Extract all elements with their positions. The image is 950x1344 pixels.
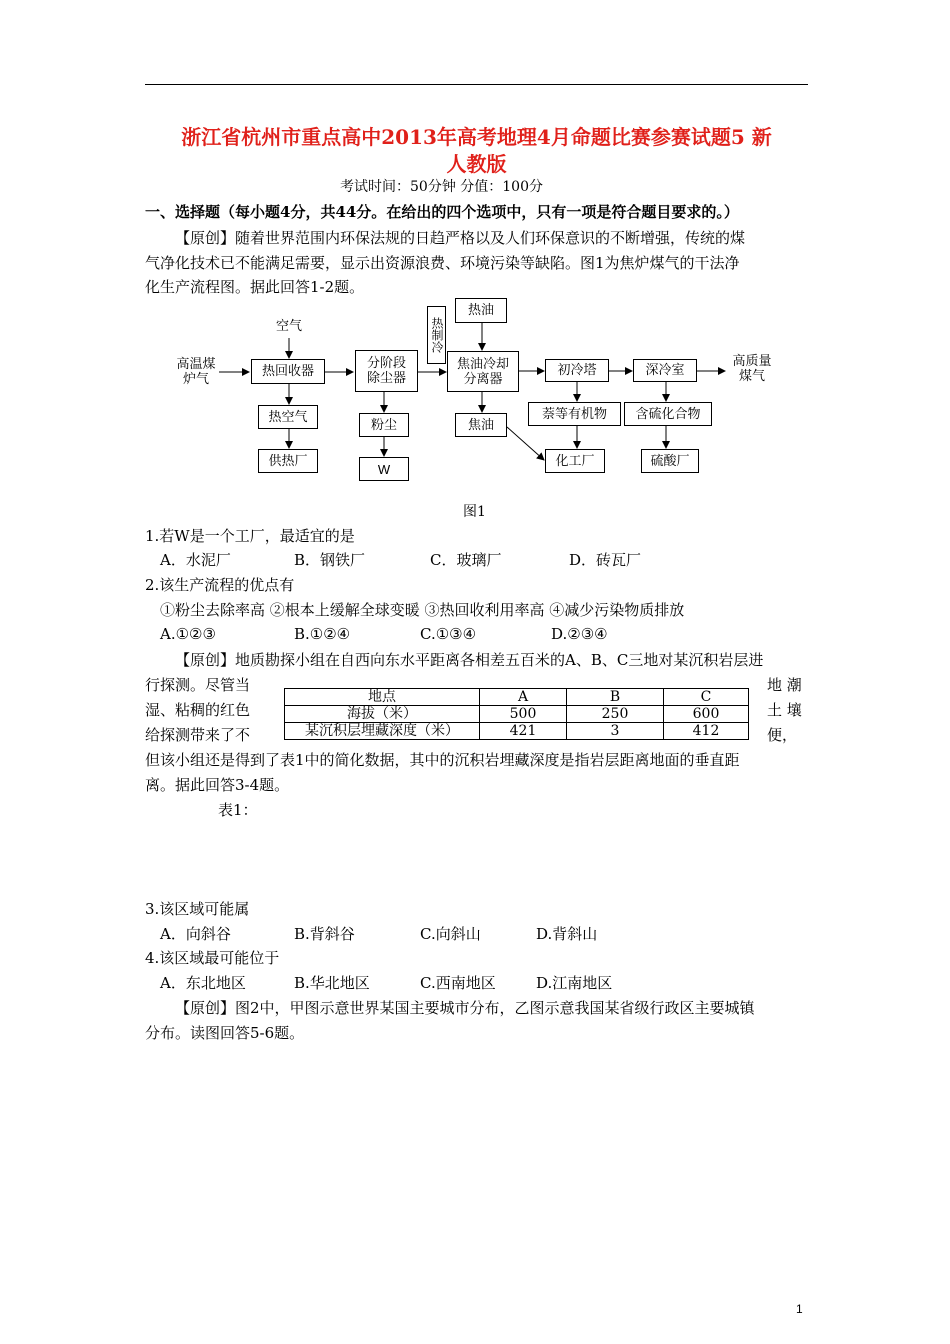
table-header-cell: C	[664, 689, 749, 706]
table-cell: 海拔（米）	[285, 706, 480, 723]
table-cell: 500	[480, 706, 567, 723]
passage2-left1: 行探测。尽管当	[145, 676, 251, 694]
passage2-left3: 给探测带来了不	[145, 726, 251, 744]
passage2-right2: 土 壤	[767, 701, 802, 719]
tar-cooling-separator-box	[447, 351, 519, 392]
output-gas-label	[727, 354, 777, 384]
q3-option-a: A．向斜谷	[160, 925, 231, 943]
hot-air-box: 热空气	[258, 405, 318, 429]
naphthalene-organics-box: 萘等有机物	[528, 402, 621, 426]
passage2-right1: 地 潮	[767, 676, 802, 694]
input-gas-line1: 高温煤	[176, 357, 216, 372]
passage1-line3: 化生产流程图。据此回答1-2题。	[145, 278, 365, 296]
output-gas-line2: 煤气	[738, 369, 765, 384]
q2-option-a: A.①②③	[160, 625, 216, 643]
page-number: 1	[796, 1302, 803, 1316]
q1-option-a: A．水泥厂	[160, 551, 231, 569]
q3-option-d: D.背斜山	[536, 925, 598, 943]
table-header-row	[285, 689, 749, 706]
deep-cooling-room-box: 深冷室	[633, 359, 697, 382]
doc-title-line1: 浙江省杭州市重点高中2013年高考地理4月命题比赛参赛试题5 新	[181, 125, 772, 149]
q4-option-d: D.江南地区	[536, 974, 613, 992]
staged-separator-box	[355, 350, 418, 392]
q3-option-b: B.背斜谷	[294, 925, 355, 943]
tar-separator-line1: 焦油冷却	[456, 356, 509, 372]
chemical-plant-box: 化工厂	[545, 449, 605, 473]
table-cell: 421	[480, 723, 567, 740]
heat-cooling-box: 热制冷	[427, 306, 446, 364]
section-heading: 一、选择题（每小题4分，共44分。在给出的四个选项中，只有一项是符合题目要求的。）	[145, 203, 739, 221]
q1-stem: 1.若W是一个工厂，最适宜的是	[145, 527, 355, 545]
passage2-line5: 但该小组还是得到了表1中的简化数据，其中的沉积岩埋藏深度是指岩层距离地面的垂直距	[145, 751, 740, 769]
q2-stem: 2.该生产流程的优点有	[145, 576, 295, 594]
passage2-line6: 离。据此回答3-4题。	[145, 776, 290, 794]
table-cell: 250	[567, 706, 664, 723]
q3-stem: 3.该区域可能属	[145, 900, 250, 918]
table-header-cell: 地点	[285, 689, 480, 706]
heat-oil-box: 热油	[455, 298, 507, 323]
exam-info: 考试时间：50分钟 分值：100分	[340, 179, 543, 195]
table-cell: 412	[664, 723, 749, 740]
dust-box: 粉尘	[359, 413, 409, 437]
passage1-line1: 【原创】随着世界范围内环保法规的日趋严格以及人们环保意识的不断增强，传统的煤	[175, 229, 746, 247]
passage3-line2: 分布。读图回答5-6题。	[145, 1024, 305, 1042]
passage2-line1: 【原创】地质勘探小组在自西向东水平距离各相差五百米的A、B、C三地对某沉积岩层进	[175, 651, 764, 669]
table-cell: 某沉积层埋藏深度（米）	[285, 723, 480, 740]
sulfuric-acid-plant-box: 硫酸厂	[641, 449, 699, 473]
passage2-right3: 便，	[767, 726, 798, 744]
initial-cooling-tower-box: 初冷塔	[545, 359, 609, 382]
heat-recovery-box: 热回收器	[251, 359, 325, 384]
q1-option-b: B．钢铁厂	[294, 551, 366, 569]
heat-supply-plant-box: 供热厂	[258, 449, 318, 473]
q1-option-d: D．砖瓦厂	[569, 551, 642, 569]
w-box: W	[359, 457, 409, 481]
output-gas-line1: 高质量	[732, 354, 772, 369]
q4-option-b: B.华北地区	[294, 974, 370, 992]
q2-items: ①粉尘去除率高 ②根本上缓解全球变暖 ③热回收利用率高 ④减少污染物质排放	[160, 601, 685, 619]
table1-label: 表1：	[218, 801, 258, 819]
q2-option-b: B.①②④	[294, 625, 351, 643]
flowchart-arrows	[0, 0, 950, 520]
figure1-caption: 图1	[463, 504, 486, 520]
table-header-cell: B	[567, 689, 664, 706]
q2-option-c: C.①③④	[420, 625, 477, 643]
table1	[284, 688, 749, 740]
table-header-cell: A	[480, 689, 567, 706]
passage2-left2: 湿、粘稠的红色	[145, 701, 251, 719]
q2-option-d: D.②③④	[551, 625, 608, 643]
input-gas-label	[172, 357, 220, 387]
table-cell: 600	[664, 706, 749, 723]
air-label: 空气	[275, 319, 302, 334]
separator-line1: 分阶段	[366, 356, 406, 371]
passage1-line2: 气净化技术已不能满足需要，显示出资源浪费、环境污染等缺陷。图1为焦炉煤气的干法净	[145, 254, 740, 272]
separator-line2: 除尘器	[366, 371, 406, 386]
input-gas-line2: 炉气	[182, 372, 209, 387]
q3-option-c: C.向斜山	[420, 925, 481, 943]
tar-box: 焦油	[455, 413, 507, 437]
tar-separator-line2: 分离器	[463, 371, 503, 387]
q1-option-c: C．玻璃厂	[430, 551, 502, 569]
passage3-line1: 【原创】图2中，甲图示意世界某国主要城市分布，乙图示意我国某省级行政区主要城镇	[175, 999, 755, 1017]
table-cell: 3	[567, 723, 664, 740]
table-row	[285, 723, 749, 740]
sulfur-compounds-box: 含硫化合物	[624, 402, 712, 426]
q4-option-c: C.西南地区	[420, 974, 496, 992]
q4-option-a: A．东北地区	[160, 974, 246, 992]
table-row	[285, 706, 749, 723]
q4-stem: 4.该区域最可能位于	[145, 949, 280, 967]
doc-title-line2: 人教版	[446, 152, 507, 176]
